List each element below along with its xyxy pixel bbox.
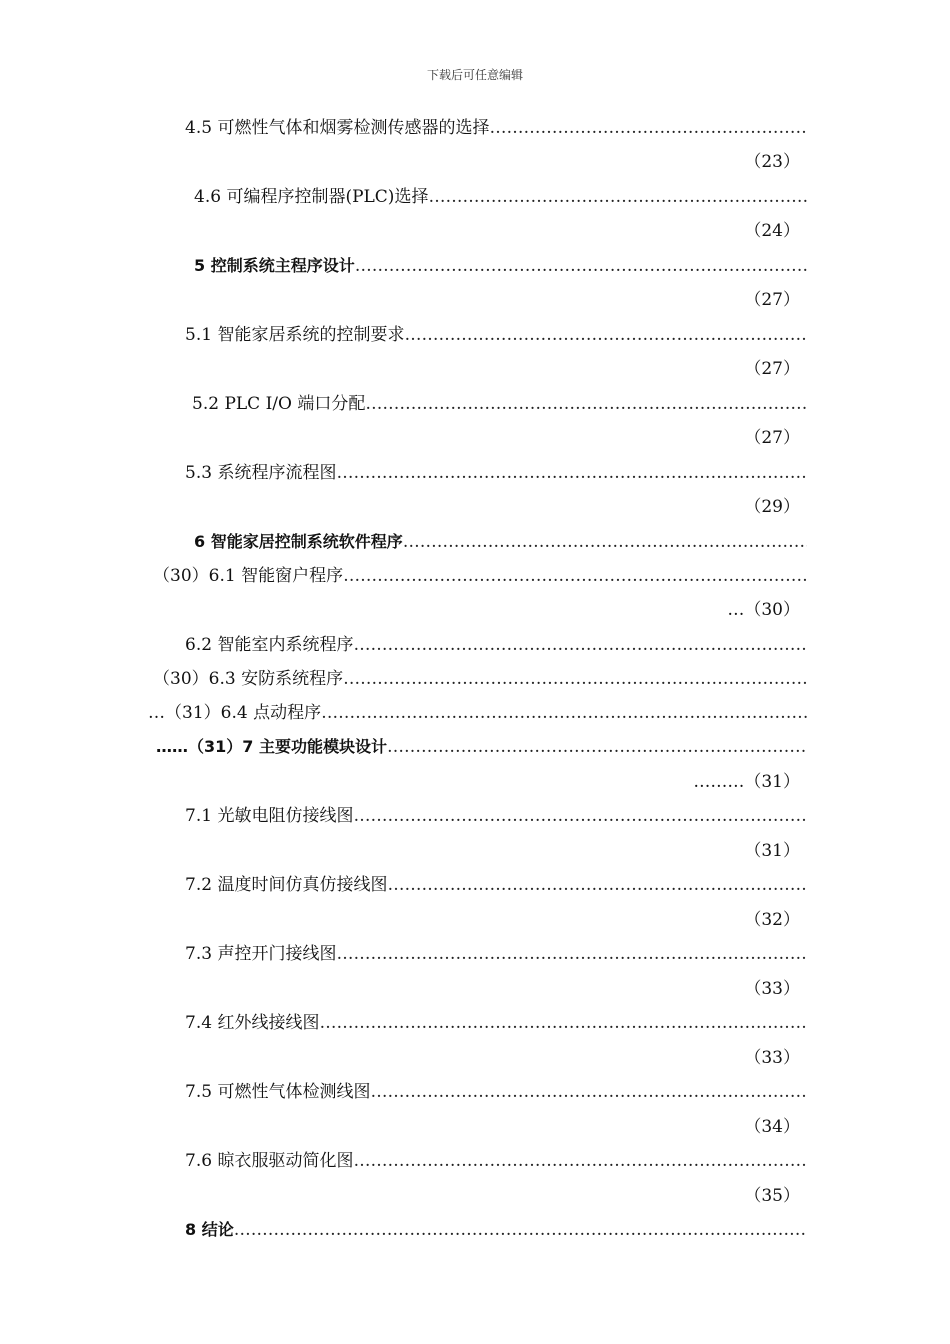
toc-page-number: （33）: [744, 979, 800, 999]
toc-entry-4-5[interactable]: [185, 115, 807, 141]
toc-entry-title: 7.2 温度时间仿真仿接线图: [185, 875, 388, 895]
leader-dots: [234, 1217, 807, 1243]
toc-chapter-title: 8 结论: [185, 1220, 234, 1239]
toc-entry-title: 7.6 晾衣服驱动简化图: [185, 1151, 354, 1171]
toc-chapter-title: ……（31）7 主要功能模块设计: [156, 737, 387, 756]
leader-dots: [404, 322, 807, 348]
toc-page-number: ………（31）: [693, 772, 800, 792]
leader-dots: [321, 700, 807, 726]
toc-entry-6-4[interactable]: [148, 700, 807, 726]
toc-entry-4-6[interactable]: [194, 184, 807, 210]
toc-entry-5-3[interactable]: [185, 460, 807, 486]
toc-entry-title: 7.4 红外线接线图: [185, 1013, 320, 1033]
leader-dots: [343, 666, 807, 692]
toc-entry-title: 4.6 可编程序控制器(PLC)选择: [194, 187, 429, 207]
toc-entry-6-3[interactable]: [153, 666, 807, 692]
toc-entry-7-5[interactable]: [185, 1079, 807, 1105]
toc-chapter-title: 5 控制系统主程序设计: [194, 256, 355, 275]
toc-page-number: （35）: [744, 1186, 800, 1206]
toc-entry-title: （30）6.1 智能窗户程序: [153, 566, 344, 586]
toc-page-number: （24）: [744, 221, 800, 241]
toc-page-number: （31）: [744, 841, 800, 861]
leader-dots: [365, 391, 807, 417]
toc-page-number: （27）: [744, 359, 800, 379]
toc-entry-title: 5.3 系统程序流程图: [185, 463, 337, 483]
toc-entry-5[interactable]: [194, 253, 807, 279]
toc-entry-7-1[interactable]: [185, 803, 807, 829]
toc-page-number: …（30）: [727, 600, 800, 620]
toc-page-number: （33）: [744, 1048, 800, 1068]
page-header-note: 下载后可任意编辑: [426, 68, 523, 82]
toc-entry-7[interactable]: [156, 734, 807, 760]
toc-entry-7-2[interactable]: [185, 872, 807, 898]
toc-entry-title: …（31）6.4 点动程序: [148, 703, 322, 723]
leader-dots: [353, 803, 807, 829]
leader-dots: [370, 1079, 807, 1105]
toc-chapter-title: 6 智能家居控制系统软件程序: [194, 532, 403, 551]
toc-entry-title: 6.2 智能室内系统程序: [185, 635, 354, 655]
toc-entry-title: 7.1 光敏电阻仿接线图: [185, 806, 354, 826]
toc-entry-7-4[interactable]: [185, 1010, 807, 1036]
toc-entry-title: 5.2 PLC I/O 端口分配: [192, 394, 366, 414]
toc-entry-7-3[interactable]: [185, 941, 807, 967]
leader-dots: [343, 563, 807, 589]
leader-dots: [353, 1148, 807, 1174]
toc-entry-title: 5.1 智能家居系统的控制要求: [185, 325, 405, 345]
toc-page-number: （23）: [744, 152, 800, 172]
toc-entry-title: 7.5 可燃性气体检测线图: [185, 1082, 371, 1102]
leader-dots: [428, 184, 807, 210]
toc-page-number: （34）: [744, 1117, 800, 1137]
leader-dots: [403, 529, 807, 555]
leader-dots: [355, 253, 807, 279]
leader-dots: [489, 115, 807, 141]
leader-dots: [319, 1010, 807, 1036]
toc-entry-title: 7.3 声控开门接线图: [185, 944, 337, 964]
toc-entry-5-2[interactable]: [192, 391, 807, 417]
toc-page-number: （27）: [744, 428, 800, 448]
leader-dots: [387, 734, 807, 760]
toc-entry-5-1[interactable]: [185, 322, 807, 348]
leader-dots: [336, 941, 807, 967]
toc-entry-6[interactable]: [194, 529, 807, 555]
toc-entry-6-1[interactable]: [153, 563, 807, 589]
toc-page-number: （29）: [744, 497, 800, 517]
leader-dots: [387, 872, 807, 898]
toc-page-number: （27）: [744, 290, 800, 310]
leader-dots: [336, 460, 807, 486]
toc-entry-8[interactable]: [185, 1217, 807, 1243]
toc-entry-title: 4.5 可燃性气体和烟雾检测传感器的选择: [185, 118, 490, 138]
toc-page-number: （32）: [744, 910, 800, 930]
toc-entry-title: （30）6.3 安防系统程序: [153, 669, 344, 689]
toc-entry-6-2[interactable]: [185, 632, 807, 658]
toc-entry-7-6[interactable]: [185, 1148, 807, 1174]
leader-dots: [353, 632, 807, 658]
